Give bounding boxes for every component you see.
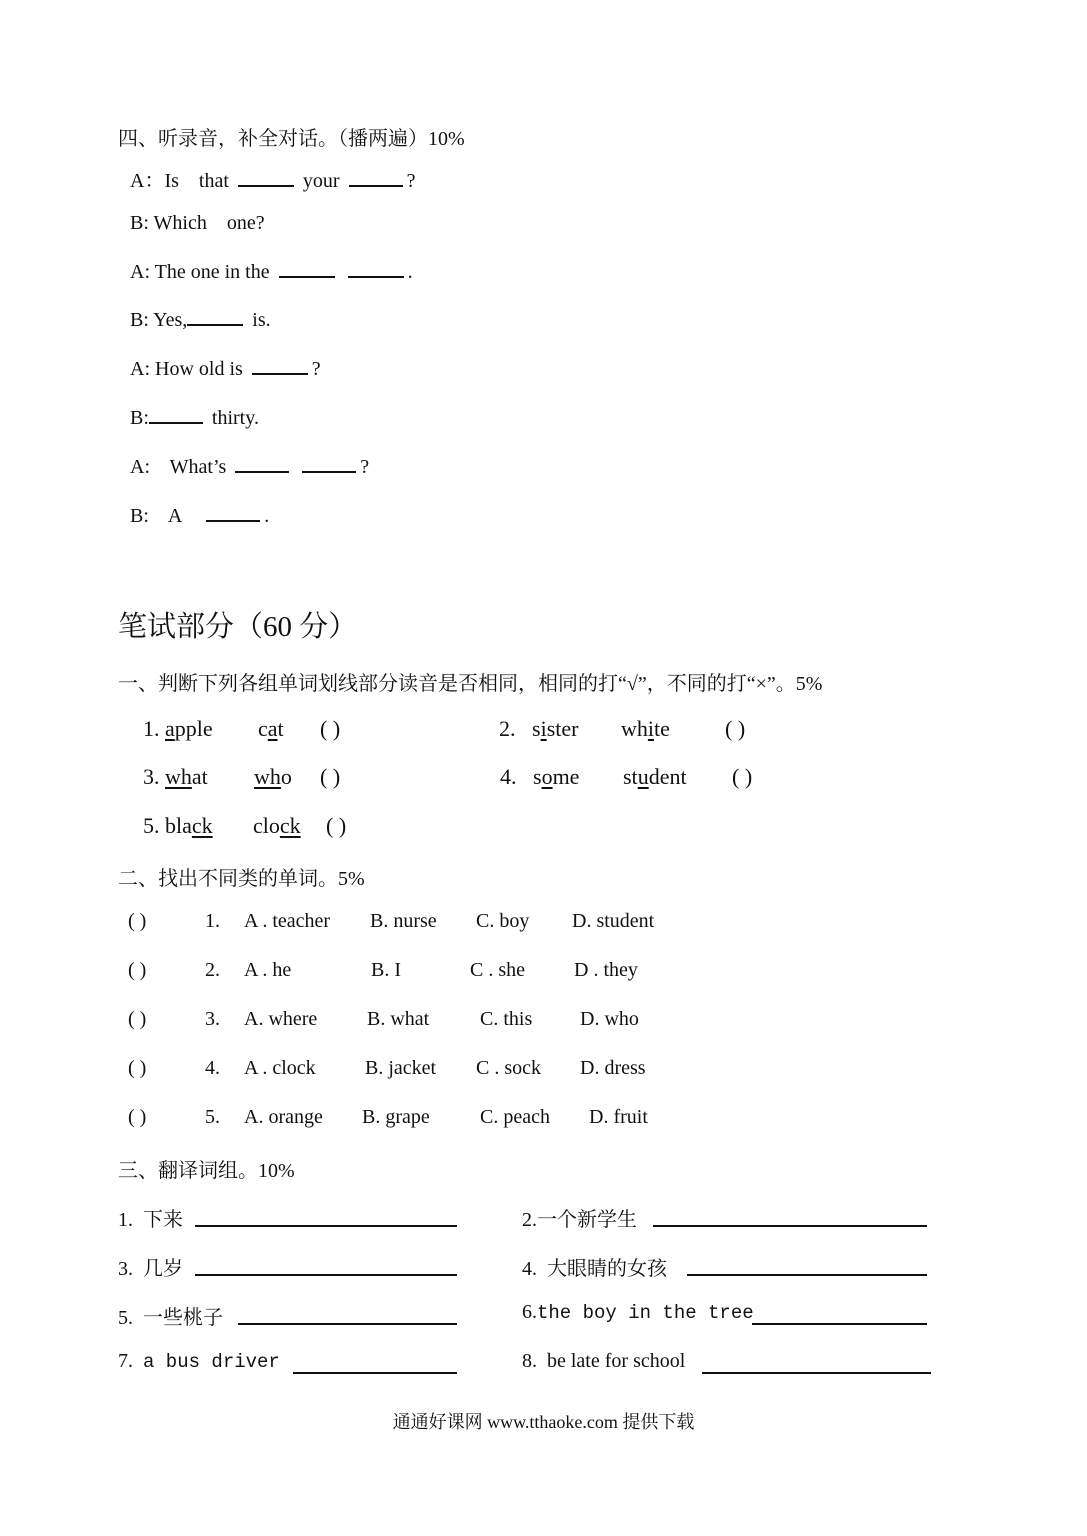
- odd-row-1: [128, 910, 146, 933]
- odd-num-2: 2.: [205, 959, 220, 981]
- translate-item-1: 1. 下来: [118, 1209, 183, 1231]
- odd-opt-d: D. student: [572, 910, 655, 932]
- odd-opt-c: C . sock: [476, 1057, 541, 1079]
- answer-line-1[interactable]: [195, 1225, 457, 1227]
- odd-num-3: 3.: [205, 1008, 220, 1030]
- phonics-item-1-word2: cat: [258, 716, 284, 741]
- answer-paren[interactable]: ( ): [128, 910, 147, 932]
- answer-line-5[interactable]: [238, 1323, 457, 1325]
- translate-item-7: 7. a bus driver: [118, 1350, 280, 1373]
- dialogue-line-6: B: thirty.: [130, 407, 259, 429]
- odd-opt-b: B. grape: [362, 1106, 430, 1128]
- section2-heading: 二、找出不同类的单词。5%: [118, 868, 365, 890]
- odd-opt-d: D . they: [574, 959, 638, 981]
- phonics-answer-3[interactable]: ( ): [320, 764, 341, 789]
- odd-opt-b: B. what: [367, 1008, 430, 1030]
- odd-row-3: [128, 1008, 146, 1031]
- odd-opt-d: D. fruit: [589, 1106, 648, 1128]
- dialogue-line-1: A：Is that your ?: [130, 170, 416, 192]
- dialogue-line-7: A: What’s ?: [130, 456, 370, 478]
- odd-row-5: [128, 1106, 146, 1129]
- odd-num-1: 1.: [205, 910, 220, 932]
- answer-line-8[interactable]: [702, 1372, 931, 1374]
- odd-opt-d: D. dress: [580, 1057, 646, 1079]
- odd-opt-a: A. orange: [244, 1106, 323, 1128]
- translate-item-3: 3. 几岁: [118, 1258, 183, 1280]
- odd-opt-c: C. peach: [480, 1106, 550, 1128]
- answer-line-6[interactable]: [752, 1323, 927, 1325]
- answer-line-7[interactable]: [293, 1372, 457, 1374]
- odd-opt-d: D. who: [580, 1008, 639, 1030]
- odd-opt-a: A . teacher: [244, 910, 331, 932]
- section1-heading: 一、判断下列各组单词划线部分读音是否相同，相同的打“√”，不同的打“×”。5%: [118, 673, 823, 695]
- phonics-item-2: 2. sister: [499, 716, 579, 741]
- written-part-title: 笔试部分（60 分）: [118, 611, 358, 643]
- section4-heading: 四、听录音，补全对话。（播两遍）10%: [118, 128, 465, 150]
- odd-opt-b: B. jacket: [365, 1057, 437, 1079]
- phonics-answer-4[interactable]: ( ): [732, 764, 753, 789]
- translate-item-5: 5. 一些桃子: [118, 1307, 223, 1329]
- translate-item-4: 4. 大眼睛的女孩: [522, 1258, 667, 1280]
- answer-paren[interactable]: ( ): [128, 1106, 147, 1128]
- answer-line-3[interactable]: [195, 1274, 457, 1276]
- footer-credit: 通通好课网 www.tthaoke.com 提供下载: [392, 1412, 695, 1432]
- odd-num-5: 5.: [205, 1106, 220, 1128]
- translate-item-2: 2.一个新学生: [522, 1209, 637, 1231]
- odd-row-4: [128, 1057, 146, 1080]
- phonics-answer-5[interactable]: ( ): [326, 813, 347, 838]
- odd-row-2: [128, 959, 146, 982]
- odd-opt-c: C. this: [480, 1008, 533, 1030]
- dialogue-line-4: B: Yes, is.: [130, 309, 271, 331]
- answer-paren[interactable]: ( ): [128, 1057, 147, 1079]
- phonics-item-3: 3. what: [143, 764, 208, 789]
- odd-num-4: 4.: [205, 1057, 220, 1079]
- answer-paren[interactable]: ( ): [128, 1008, 147, 1030]
- phonics-item-4: 4. some: [500, 764, 580, 789]
- odd-opt-c: C . she: [470, 959, 525, 981]
- translate-item-6: 6.the boy in the tree: [522, 1301, 754, 1324]
- answer-line-4[interactable]: [687, 1274, 927, 1276]
- phonics-item-1: 1. apple: [143, 716, 213, 741]
- odd-opt-c: C. boy: [476, 910, 530, 932]
- phonics-answer-1[interactable]: ( ): [320, 716, 341, 741]
- answer-line-2[interactable]: [653, 1225, 927, 1227]
- phonics-answer-2[interactable]: ( ): [725, 716, 746, 741]
- dialogue-line-2: B: Which one?: [130, 212, 265, 234]
- section3-heading: 三、翻译词组。10%: [118, 1160, 295, 1182]
- odd-opt-b: B. nurse: [370, 910, 437, 932]
- phonics-item-2-word2: white: [621, 716, 670, 741]
- dialogue-line-8: B: A .: [130, 505, 270, 527]
- phonics-item-3-word2: who: [254, 764, 292, 789]
- odd-opt-b: B. I: [371, 959, 401, 981]
- odd-opt-a: A . he: [244, 959, 292, 981]
- odd-opt-a: A . clock: [244, 1057, 316, 1079]
- dialogue-line-5: A: How old is ?: [130, 358, 321, 380]
- phonics-item-4-word2: student: [623, 764, 687, 789]
- phonics-item-5-word2: clock: [253, 813, 301, 838]
- translate-item-8: 8. be late for school: [522, 1350, 686, 1372]
- odd-opt-a: A. where: [244, 1008, 318, 1030]
- phonics-item-5: 5. black: [143, 813, 213, 838]
- dialogue-line-3: A: The one in the .: [130, 261, 413, 283]
- answer-paren[interactable]: ( ): [128, 959, 147, 981]
